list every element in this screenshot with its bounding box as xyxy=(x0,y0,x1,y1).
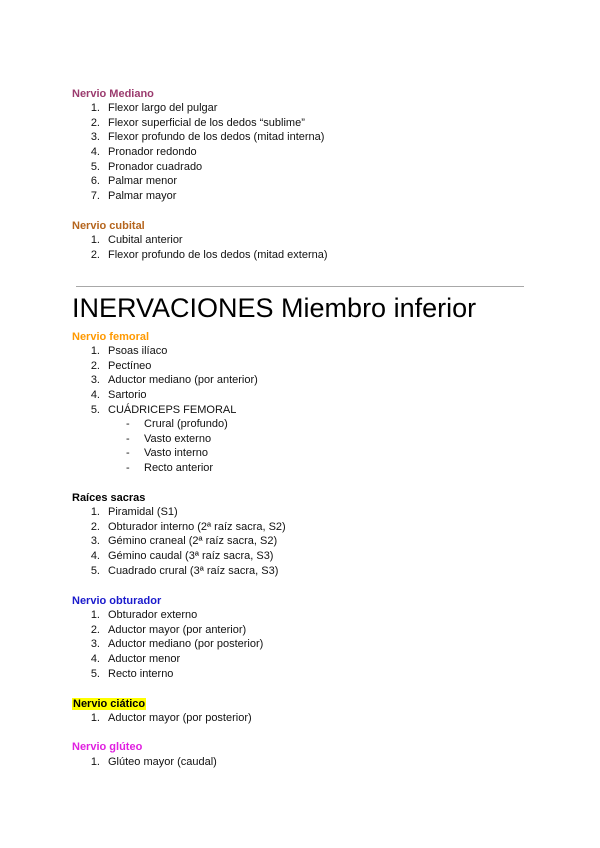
list-item-text: Flexor profundo de los dedos (mitad interna) xyxy=(108,131,325,144)
list-item-number: 5. xyxy=(90,160,100,173)
sublist-dash: - xyxy=(126,447,130,460)
list-item-number: 3. xyxy=(90,535,100,548)
list-item xyxy=(72,130,324,145)
list-item-text: Aductor mediano (por posterior) xyxy=(108,638,264,651)
list-item-text: Flexor largo del pulgar xyxy=(108,102,218,114)
list-item xyxy=(72,359,258,374)
list-item-number: 4. xyxy=(90,550,100,563)
list-item-text: Aductor mayor (por anterior) xyxy=(108,623,247,636)
list-item-number: 5. xyxy=(90,667,100,680)
list-item-text: CUÁDRICEPS FEMORAL xyxy=(108,403,237,416)
list-item-text: Pronador cuadrado xyxy=(108,160,203,173)
list-item xyxy=(72,711,252,726)
list-item xyxy=(72,189,324,204)
list-item-number: 1. xyxy=(90,506,100,518)
list-item xyxy=(72,608,263,623)
list-item-number: 1. xyxy=(90,609,100,621)
list-item-text: Palmar menor xyxy=(108,175,178,188)
list-femoral xyxy=(72,344,258,417)
list-item xyxy=(72,233,328,248)
list-item-number: 5. xyxy=(90,564,100,577)
list-item-number: 3. xyxy=(90,374,100,387)
list-item xyxy=(72,755,217,770)
list-item-number: 4. xyxy=(90,146,100,159)
list-item-text: Gémino craneal (2ª raíz sacra, S2) xyxy=(108,535,278,548)
list-obturador xyxy=(72,608,263,681)
list-item xyxy=(72,373,258,388)
sublist-item-text: Crural (profundo) xyxy=(144,418,228,430)
list-item-text: Glúteo mayor (caudal) xyxy=(108,756,217,768)
section-title-ciatico xyxy=(72,697,146,711)
sublist-item-text: Vasto externo xyxy=(144,432,212,445)
sublist-dash: - xyxy=(126,418,130,430)
list-item-number: 2. xyxy=(90,248,100,261)
section-title-mediano: Nervio Mediano xyxy=(72,88,154,100)
list-item xyxy=(72,623,263,638)
list-item-text: Cuadrado crural (3ª raíz sacra, S3) xyxy=(108,564,279,577)
list-item-text: Psoas ilíaco xyxy=(108,345,168,357)
list-item-text: Cubital anterior xyxy=(108,234,183,246)
list-item xyxy=(72,160,324,175)
list-raices-sacras xyxy=(72,505,286,578)
list-item-number: 5. xyxy=(90,403,100,416)
sublist-dash: - xyxy=(126,432,130,445)
list-item-number: 4. xyxy=(90,389,100,402)
page-heading: INERVACIONES Miembro inferior xyxy=(72,293,477,323)
list-item xyxy=(72,344,258,359)
list-item xyxy=(72,520,286,535)
section-title-raices-sacras: Raíces sacras xyxy=(72,492,146,504)
list-item-text: Aductor mayor (por posterior) xyxy=(108,712,252,724)
list-item-number: 2. xyxy=(90,623,100,636)
highlighted-title-ciatico: Nervio ciático xyxy=(73,698,146,710)
list-item-text: Obturador externo xyxy=(108,609,198,621)
list-item-text: Recto interno xyxy=(108,667,174,680)
list-item xyxy=(72,564,286,579)
sublist-dash: - xyxy=(126,462,130,475)
list-item-text: Palmar mayor xyxy=(108,190,177,203)
list-item-text: Gémino caudal (3ª raíz sacra, S3) xyxy=(108,550,274,563)
list-item-number: 1. xyxy=(90,756,100,768)
list-item xyxy=(72,116,324,131)
list-item xyxy=(72,101,324,116)
section-title-cubital: Nervio cubital xyxy=(72,220,145,232)
list-cubital xyxy=(72,233,328,262)
section-title-obturador: Nervio obturador xyxy=(72,595,162,607)
list-item xyxy=(72,505,286,520)
list-item-text: Aductor menor xyxy=(108,653,181,666)
list-item-number: 3. xyxy=(90,131,100,144)
list-item-text: Sartorio xyxy=(108,389,147,402)
list-item-number: 4. xyxy=(90,653,100,666)
list-item xyxy=(72,652,263,667)
list-item xyxy=(72,174,324,189)
section-title-gluteo: Nervio glúteo xyxy=(72,741,143,753)
sublist-item-text: Vasto interno xyxy=(144,447,209,460)
list-item xyxy=(72,549,286,564)
sublist-item xyxy=(126,432,228,447)
list-item-number: 7. xyxy=(90,190,100,203)
list-item xyxy=(72,403,258,418)
list-item-number: 1. xyxy=(90,102,100,114)
list-item-text: Flexor superficial de los dedos “sublime” xyxy=(108,116,305,129)
section-title-femoral: Nervio femoral xyxy=(72,331,150,343)
list-item xyxy=(72,667,263,682)
list-item-text: Pectíneo xyxy=(108,359,152,372)
list-item-number: 1. xyxy=(90,234,100,246)
sublist-item xyxy=(126,446,228,461)
horizontal-divider xyxy=(76,286,524,287)
list-item-text: Piramidal (S1) xyxy=(108,506,178,518)
sublist-item xyxy=(126,461,228,476)
sublist-item xyxy=(126,417,228,432)
list-item-number: 2. xyxy=(90,359,100,372)
list-mediano xyxy=(72,101,324,204)
list-item xyxy=(72,145,324,160)
list-item xyxy=(72,534,286,549)
list-item xyxy=(72,388,258,403)
sublist-cuadriceps xyxy=(126,417,228,476)
list-item xyxy=(72,248,328,263)
list-item-number: 1. xyxy=(90,712,100,724)
list-ciatico xyxy=(72,711,252,726)
sublist-item-text: Recto anterior xyxy=(144,462,214,475)
list-item-text: Pronador redondo xyxy=(108,146,197,159)
list-item-text: Aductor mediano (por anterior) xyxy=(108,374,258,387)
list-item-number: 6. xyxy=(90,175,100,188)
list-gluteo xyxy=(72,755,217,770)
list-item-number: 1. xyxy=(90,345,100,357)
list-item-text: Obturador interno (2ª raíz sacra, S2) xyxy=(108,520,286,533)
list-item-number: 2. xyxy=(90,520,100,533)
list-item-number: 3. xyxy=(90,638,100,651)
list-item-text: Flexor profundo de los dedos (mitad externa) xyxy=(108,248,328,261)
list-item-number: 2. xyxy=(90,116,100,129)
list-item xyxy=(72,637,263,652)
